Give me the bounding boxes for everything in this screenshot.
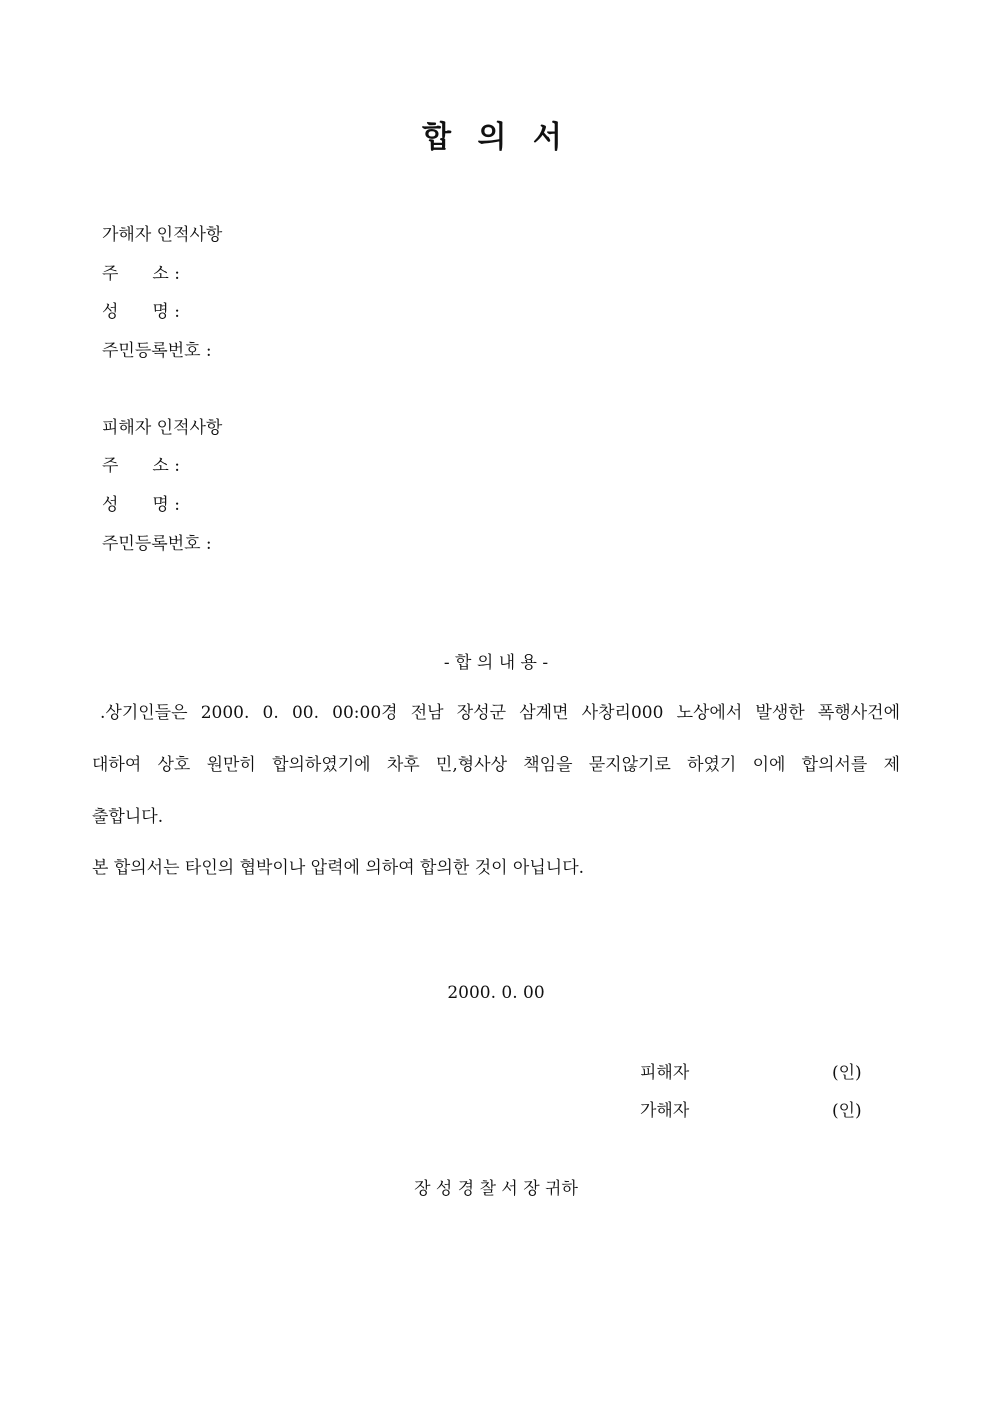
offender-heading: 가해자 인적사항 — [102, 225, 223, 245]
victim-address-label: 주 소 : — [102, 456, 180, 476]
agreement-body-line-3: 출합니다. — [92, 807, 164, 827]
agreement-body-line-1: .상기인들은 2000. 0. 00. 00:00경 전남 장성군 삼계면 사창리000 노상에서 발생한 폭행사건에 — [100, 703, 900, 723]
agreement-heading: - 합 의 내 용 - — [443, 653, 549, 673]
victim-name-label: 성 명 : — [102, 495, 180, 515]
victim-heading: 피해자 인적사항 — [102, 418, 223, 438]
offender-id-label: 주민등록번호 : — [102, 341, 212, 361]
signature-offender-seal: (인) — [832, 1101, 862, 1121]
agreement-date: 2000. 0. 00 — [447, 983, 545, 1003]
recipient-line: 장 성 경 찰 서 장 귀하 — [414, 1179, 578, 1199]
offender-address-label: 주 소 : — [102, 264, 180, 284]
offender-name-label: 성 명 : — [102, 302, 180, 322]
signature-victim-seal: (인) — [832, 1063, 862, 1083]
signature-offender-label: 가해자 — [640, 1101, 690, 1121]
signature-victim-label: 피해자 — [640, 1063, 690, 1083]
agreement-body-line-2: 대하여 상호 원만히 합의하였기에 차후 민,형사상 책임을 묻지않기로 하였기 이에 합의서를 제 — [92, 755, 900, 775]
document-title: 합 의 서 — [422, 120, 570, 155]
victim-id-label: 주민등록번호 : — [102, 534, 212, 554]
agreement-body-line-4: 본 합의서는 타인의 협박이나 압력에 의하여 합의한 것이 아닙니다. — [92, 858, 585, 878]
